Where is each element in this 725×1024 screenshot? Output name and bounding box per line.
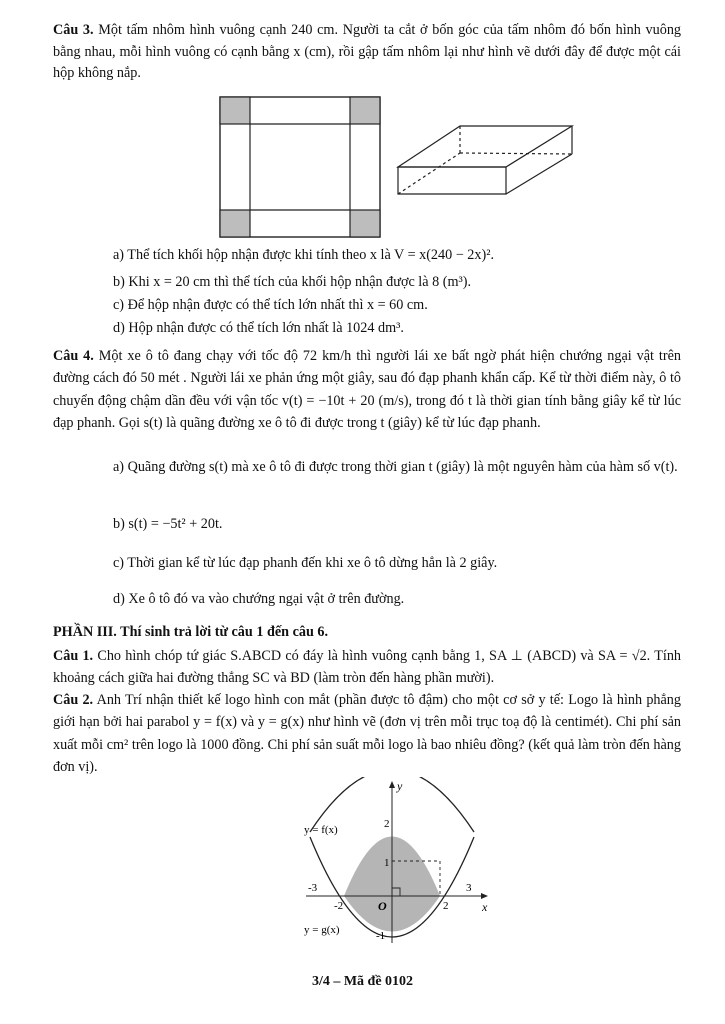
aluminum-sheet-figure (219, 96, 381, 238)
q3-label: Câu 3. (53, 22, 94, 38)
part3-q2-label: Câu 2. (53, 692, 94, 708)
part3-q1-label: Câu 1. (53, 648, 94, 664)
tick-y-2: 2 (384, 818, 390, 830)
tick-x-2: 2 (443, 900, 449, 912)
q4-label: Câu 4. (53, 348, 94, 364)
f-label: y = f(x) (304, 824, 338, 836)
eye-logo-graph (296, 777, 496, 949)
corner-square (350, 210, 380, 237)
q4-option-b: b) s(t) = −5t² + 20t. (113, 516, 223, 532)
q4-text: Một xe ô tô đang chạy với tốc độ 72 km/h thì người lái xe bất ngờ phát hiện chướng ngại vật trên đường cách đó 50 mét . Người lái xe phản ứng một giây, sau đó đạp phanh khẩn cấp. Kể từ thời điểm này, ô tô chuyển động chậm dần đều với vận tốc v(t) = −10t + 20 (m/s), trong đó t là thời gian tính bằng giây kể từ lúc đạp phanh. Gọi s(t) là quãng đường xe ô tô đi được trong t (giây) kể từ lúc đạp phanh. (53, 348, 681, 432)
q3-option-d: d) Hộp nhận được có thể tích lớn nhất là 1024 dm³. (113, 320, 404, 336)
tick-x-3: 3 (466, 882, 472, 894)
q4-option-d: d) Xe ô tô đó va vào chướng ngại vật ở trên đường. (113, 591, 405, 607)
q3-option-b: b) Khi x = 20 cm thì thể tích của khối hộp nhận được là 8 (m³). (113, 274, 472, 290)
y-axis-label: y (397, 779, 403, 793)
q3-option-a: a) Thể tích khối hộp nhận được khi tính theo x là V = x(240 − 2x)². (113, 247, 495, 263)
part3-q2-text: Anh Trí nhận thiết kế logo hình con mắt (phần được tô đậm) cho một cơ sở y tế: Logo là hình phẳng giới hạn bởi hai parabol y = f(x) và y = g(x) như hình vẽ (đơn vị trên mỗi trục toạ độ là centimét). Chi phí sản xuất mỗi cm² trên logo là 1000 đồng. Chi phí sản suất mỗi logo là bao nhiêu đồng? (kết quả làm tròn đến hàng đơn vị). (53, 692, 681, 776)
corner-square (220, 97, 250, 124)
tick-x-neg3: -3 (308, 882, 318, 894)
q3-option-c: c) Để hộp nhận được có thể tích lớn nhất thì x = 60 cm. (113, 297, 428, 313)
part3-title: PHẦN III. Thí sinh trả lời từ câu 1 đến câu 6. (53, 624, 329, 640)
part3-q1-text: Cho hình chóp tứ giác S.ABCD có đáy là hình vuông cạnh bằng 1, SA ⊥ (ABCD) và SA = √2. Tính khoảng cách giữa hai đường thẳng SC và BD (làm tròn đến hàng phần mười). (53, 648, 682, 686)
tick-y-neg1: -1 (376, 930, 386, 942)
q4-option-c: c) Thời gian kể từ lúc đạp phanh đến khi xe ô tô dừng hẳn là 2 giây. (113, 555, 498, 571)
q4-option-a: a) Quãng đường s(t) mà xe ô tô đi được trong thời gian t (giây) là một nguyên hàm của hàm số v(t). (113, 459, 678, 475)
part3-q2-paragraph (53, 689, 681, 779)
q4-paragraph (53, 345, 681, 435)
corner-square (220, 210, 250, 237)
q3-text: Một tấm nhôm hình vuông cạnh 240 cm. Người ta cắt ở bốn góc của tấm nhôm đó bốn hình vuông bằng nhau, mỗi hình vuông có cạnh bằng x (cm), rồi gập tấm nhôm lại như hình vẽ dưới đây để được một cái hộp không nắp. (53, 22, 682, 82)
g-label: y = g(x) (304, 924, 340, 936)
q3-paragraph (53, 20, 681, 85)
tick-x-neg2: -2 (334, 900, 344, 912)
part3-q1-paragraph (53, 645, 681, 689)
origin-label: O (378, 899, 387, 913)
page-footer: 3/4 – Mã đề 0102 (311, 974, 414, 989)
x-axis-label: x (482, 900, 488, 914)
tick-y-1: 1 (384, 857, 390, 869)
corner-square (350, 97, 380, 124)
open-box-figure (394, 122, 576, 198)
